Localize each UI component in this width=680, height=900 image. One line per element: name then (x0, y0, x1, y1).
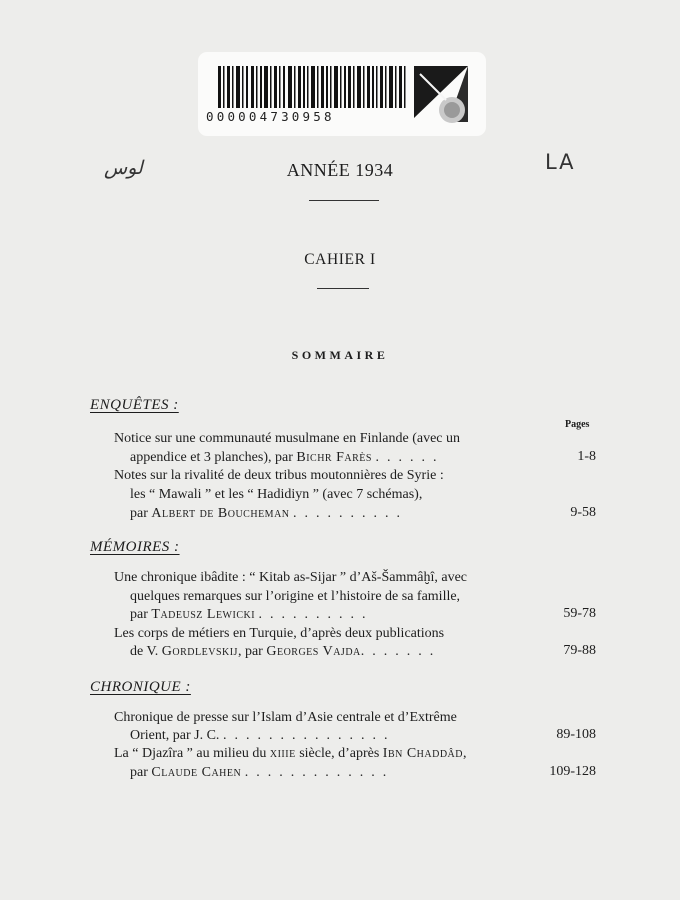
divider (317, 288, 369, 289)
page-range: 59-78 (563, 606, 596, 621)
author-name: Tadeusz Lewicki (151, 607, 256, 622)
author-name: Gordlevskij (161, 644, 238, 659)
author-name: Ibn Chaddâd (382, 746, 464, 761)
page-range: 9-58 (570, 505, 596, 520)
page-range: 79-88 (563, 643, 596, 658)
toc-entry-line: Une chronique ibâdite : “ Kitab as-Sijar ” d’Aš-Šammâḫî, avec (114, 570, 467, 585)
section-heading-enquetes: ENQUÊTES : (90, 397, 179, 413)
cahier-title: CAHIER I (304, 251, 376, 268)
page-range: 1-8 (577, 449, 596, 464)
toc-entry-line: Orient, par J. C. ............... (130, 728, 396, 743)
sommaire-heading: SOMMAIRE (291, 348, 389, 362)
barcode-number: 000004730958 (206, 109, 335, 124)
pages-column-label: Pages (565, 419, 590, 430)
toc-entry-line: par Tadeusz Lewicki .......... (130, 607, 374, 622)
library-logo-icon (414, 66, 468, 123)
author-name: Georges Vajda (266, 644, 361, 659)
author-name: Bichr Farès (296, 450, 372, 465)
toc-entry-line: Les corps de métiers en Turquie, d’après deux publications (114, 626, 445, 641)
divider (309, 200, 379, 201)
year-title: ANNÉE 1934 (286, 160, 394, 180)
toc-entry-line: quelques remarques sur l’origine et l’histoire de sa famille, (130, 589, 461, 604)
toc-entry-line: La “ Djazîra ” au milieu du xiiie siècle, d’après Ibn Chaddâd, (114, 746, 467, 761)
toc-entry-line: Notes sur la rivalité de deux tribus moutonnières de Syrie : (114, 468, 444, 483)
section-heading-memoires: MÉMOIRES : (90, 539, 180, 555)
toc-entry-line: par Albert de Boucheman .......... (130, 506, 409, 521)
toc-entry-line: appendice et 3 planches), par Bichr Farès ...... (130, 450, 445, 465)
page-range: 89-108 (556, 727, 596, 742)
barcode-label (198, 52, 486, 136)
author-name: Albert de Boucheman (151, 506, 290, 521)
toc-entry-line: Chronique de presse sur l’Islam d’Asie centrale et d’Extrême (114, 710, 457, 725)
handwritten-note-right: LA (545, 150, 576, 174)
toc-entry-line: par Claude Cahen ............. (130, 765, 395, 780)
toc-entry-line: de V. Gordlevskij, par Georges Vajda....... (130, 644, 442, 659)
page-range: 109-128 (549, 764, 596, 779)
toc-entry-line: Notice sur une communauté musulmane en Finlande (avec un (114, 431, 461, 446)
author-name: Claude Cahen (151, 765, 242, 780)
section-heading-chronique: CHRONIQUE : (90, 679, 191, 695)
handwritten-note-left: لوس (104, 157, 143, 179)
toc-entry-line: les “ Mawali ” et les “ Hadidiyn ” (avec 7 schémas), (130, 487, 423, 502)
